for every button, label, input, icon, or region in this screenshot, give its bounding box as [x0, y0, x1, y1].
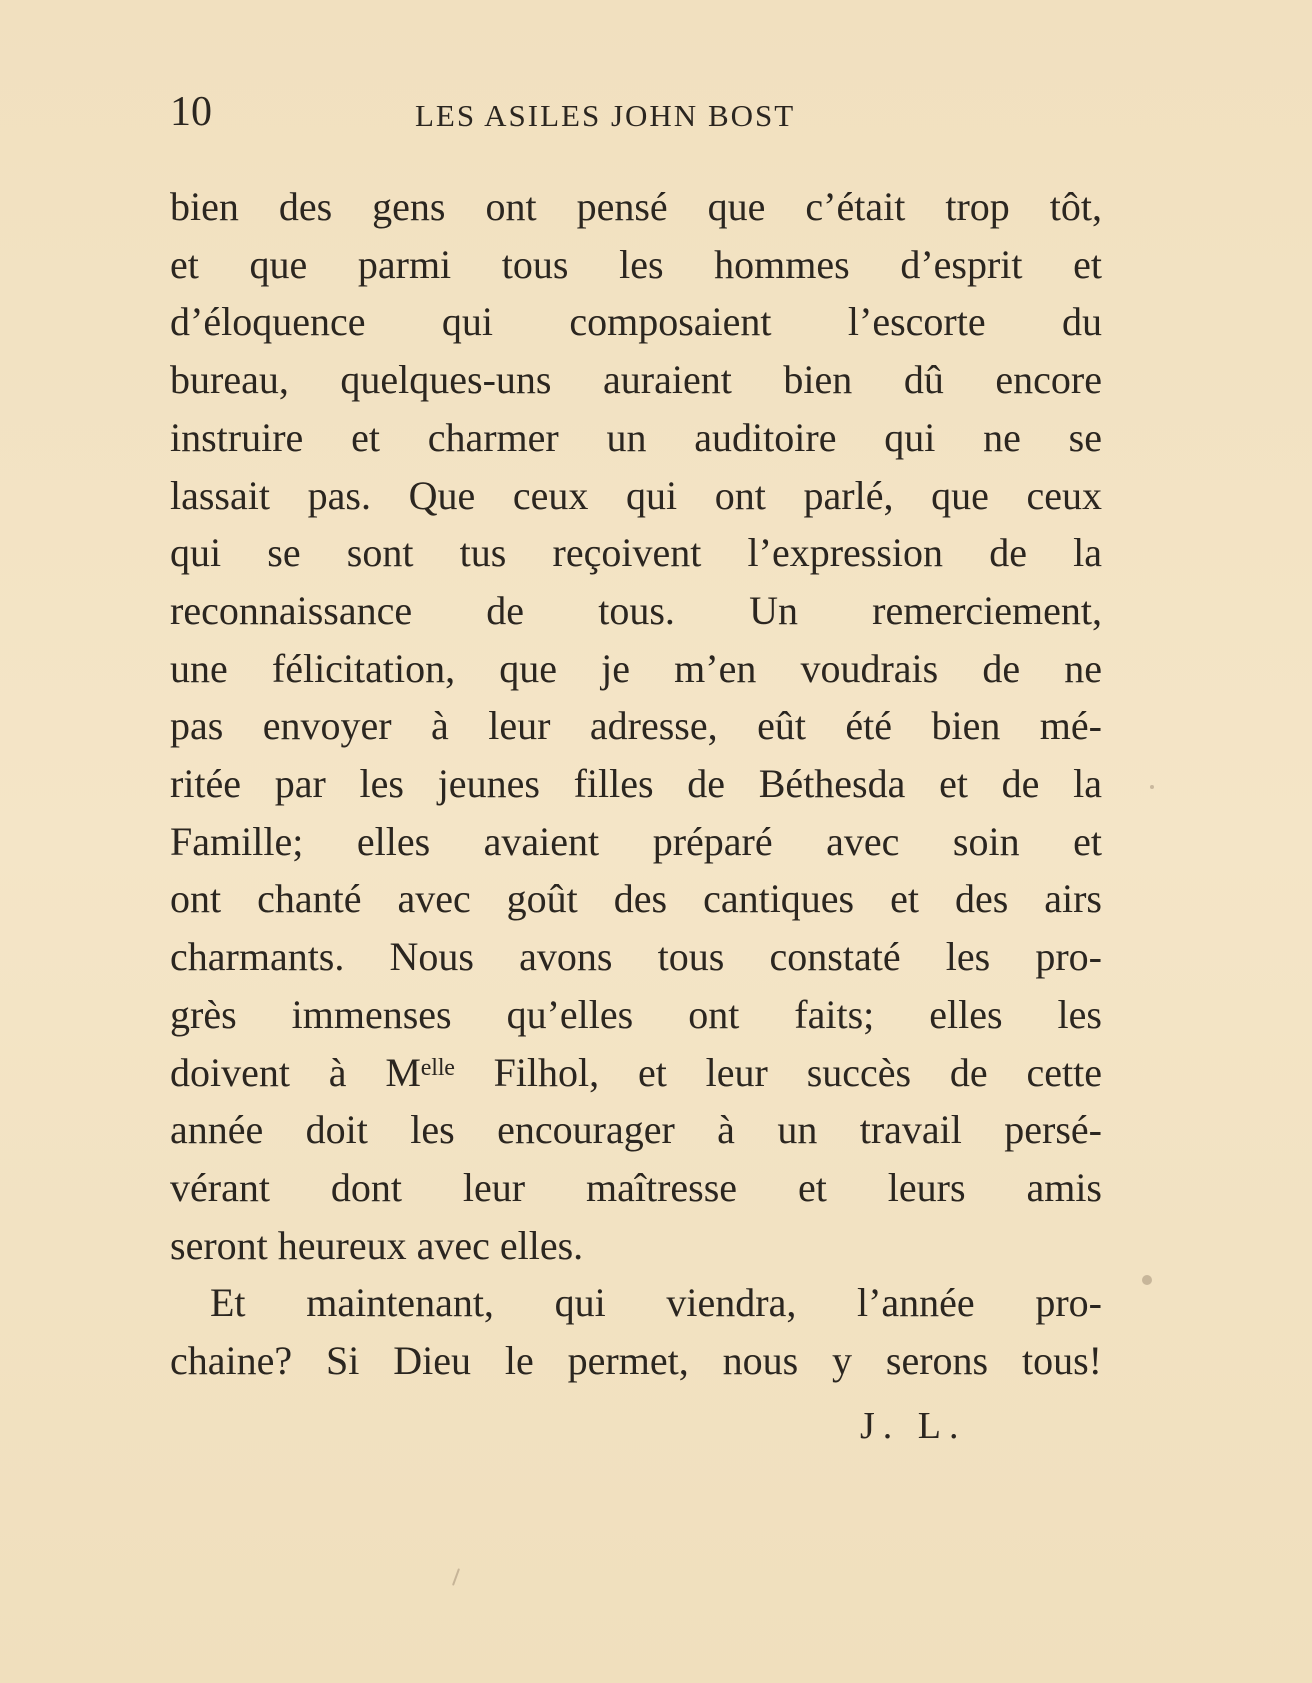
text-line: doivent à Mᵉˡˡᵉ Filhol, et leur succès de cette — [170, 1049, 1102, 1095]
paper-speck — [452, 1568, 460, 1586]
text-line: ritée par les jeunes filles de Béthesda et de la — [170, 761, 1102, 807]
text-line: qui se sont tus reçoivent l’expression de la — [170, 530, 1102, 576]
text-line: reconnaissance de tous. Un remerciement, — [170, 587, 1102, 633]
text-line: ont chanté avec goût des cantiques et des airs — [170, 876, 1102, 922]
page-number: 10 — [170, 89, 212, 135]
paragraph-1 — [170, 178, 1102, 1274]
text-line: Famille; elles avaient préparé avec soin et — [170, 818, 1102, 864]
signature: J. L. — [860, 1405, 967, 1447]
text-line: instruire et charmer un auditoire qui ne se — [170, 414, 1102, 460]
text-line: année doit les encourager à un travail persé- — [170, 1107, 1102, 1153]
text-line: d’éloquence qui composaient l’escorte du — [170, 299, 1102, 345]
paragraph-2 — [170, 1274, 1102, 1389]
text-line: lassait pas. Que ceux qui ont parlé, que ceux — [170, 472, 1102, 518]
text-line: Et maintenant, qui viendra, l’année pro- — [210, 1280, 1102, 1326]
body-text — [170, 178, 1102, 1390]
text-line: bureau, quelques-uns auraient bien dû encore — [170, 357, 1102, 403]
paper-speck — [1150, 785, 1154, 789]
page-header — [170, 89, 1102, 135]
text-line: bien des gens ont pensé que c’était trop tôt, — [170, 184, 1102, 229]
text-line: une félicitation, que je m’en voudrais de ne — [170, 645, 1102, 691]
paper-speck — [1142, 1275, 1152, 1285]
text-line: seront heureux avec elles. — [170, 1222, 584, 1268]
text-line: chaine? Si Dieu le permet, nous y serons tous! — [170, 1338, 1102, 1384]
text-line: charmants. Nous avons tous constaté les pro- — [170, 934, 1102, 980]
text-line: grès immenses qu’elles ont faits; elles les — [170, 991, 1102, 1037]
text-line: vérant dont leur maîtresse et leurs amis — [170, 1164, 1102, 1210]
text-line: et que parmi tous les hommes d’esprit et — [170, 241, 1102, 287]
text-line: pas envoyer à leur adresse, eût été bien mé- — [170, 703, 1102, 749]
running-title: LES ASILES JOHN BOST — [415, 98, 796, 133]
